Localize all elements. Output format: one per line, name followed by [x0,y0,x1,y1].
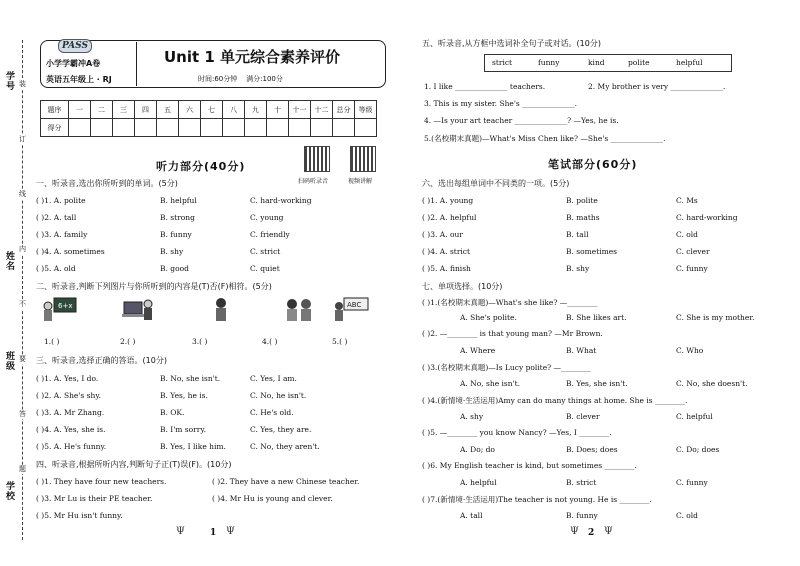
table-cell: 总分 [333,101,355,119]
mc-question: ( )1.(名校期末真题)—What's she like? —________ [422,298,598,307]
score-table [40,100,377,137]
name-label: 姓名 [6,252,16,272]
tree-ornament-icon: Ψ [604,526,613,537]
brand-logo: PASS [58,39,92,53]
option-a: ( )2. A. She's shy. [36,391,101,400]
option-b: B. sometimes [566,247,618,256]
score-cell[interactable] [333,119,355,137]
english-class-picture [332,296,370,322]
option-c: C. funny [676,264,708,273]
tf-item: ( )4. Mr Hu is young and clever. [212,494,333,503]
score-cell[interactable] [245,119,267,137]
score-cell[interactable] [201,119,223,137]
option-a: ( )1. A. polite [36,196,86,205]
option-b: B. What [566,346,597,355]
option-c: C. No, he isn't. [250,391,307,400]
option-a: A. Where [460,346,496,355]
option-c: C. young [250,213,284,222]
option-a: ( )2. A. tall [36,213,77,222]
word-bank-item: helpful [676,58,703,67]
option-c: C. Yes, I am. [250,374,297,383]
score-cell[interactable] [91,119,113,137]
cut-mark: 不 [19,300,26,308]
option-b: B. clever [566,412,600,421]
page-1 [36,0,386,566]
option-c: C. She is my mother. [676,313,755,322]
option-b: B. OK. [160,408,185,417]
tf-item: ( )1. They have four new teachers. [36,477,167,486]
option-a: A. helpful [460,478,497,487]
option-b: B. good [160,264,189,273]
school-label: 学校 [6,482,16,502]
picture-answer-1[interactable]: 1.( ) [44,337,60,346]
option-c: C. hard-working [250,196,312,205]
word-bank-item: funny [538,58,560,67]
picture-answer-4[interactable]: 4.( ) [262,337,278,346]
option-b: B. maths [566,213,600,222]
option-c: C. funny [676,478,708,487]
option-a: A. No, she isn't. [460,379,521,388]
option-c: C. hard-working [676,213,738,222]
tf-item: ( )5. Mr Hu isn't funny. [36,511,123,520]
option-c: C. clever [676,247,710,256]
tf-item: ( )3. Mr Lu is their PE teacher. [36,494,153,503]
cut-mark: 要 [19,355,26,363]
table-cell: 十二 [311,101,333,119]
table-cell: 得分 [41,119,69,137]
table-cell: 等级 [355,101,377,119]
table-cell: 八 [223,101,245,119]
score-cell[interactable] [223,119,245,137]
cut-mark: 订 [19,135,26,143]
mc-question: ( )2. —________ is that young man? —Mr Brown. [422,329,603,338]
option-a: ( )3. A. our [422,230,463,239]
score-cell[interactable] [267,119,289,137]
table-cell: 一 [69,101,91,119]
mc-question: ( )7.(新情境·生活运用)The teacher is not young. He is ________. [422,495,652,504]
fill-blank-item: 5.(名校期末真题)—What's Miss Chen like? —She's ______________. [424,134,666,143]
tf-item: ( )2. They have a new Chinese teacher. [212,477,360,486]
mc-question: ( )6. My English teacher is kind, but sometimes ________. [422,461,637,470]
time-text: 时间:60分钟 [198,75,238,83]
option-a: A. Do; do [460,445,495,454]
option-c: C. He's old. [250,408,294,417]
section-2-heading: 二、听录音,判断下列图片与你所听到的内容是(T)否(F)相符。(5分) [36,282,272,291]
qr-label: 视频讲解 [348,178,373,185]
table-cell: 四 [135,101,157,119]
option-b: B. strict [566,478,597,487]
table-cell: 七 [201,101,223,119]
table-cell: 三 [113,101,135,119]
table-cell: 题序 [41,101,69,119]
time-limit [198,74,283,84]
mc-question: ( )4.(新情境·生活运用)Amy can do many things at home. She is ________. [422,396,688,405]
option-a: ( )3. A. Mr Zhang. [36,408,105,417]
option-a: ( )5. A. He's funny. [36,442,107,451]
option-b: B. strong [160,213,195,222]
written-section-title: 笔试部分(60分) [548,158,638,171]
cut-mark: 题 [19,465,26,473]
option-b: B. tall [566,230,589,239]
picture-answer-3[interactable]: 3.( ) [192,337,208,346]
question-row [36,196,86,205]
option-c: C. quiet [250,264,280,273]
option-c: C. Who [676,346,704,355]
option-b: B. helpful [160,196,197,205]
option-a: ( )1. A. young [422,196,474,205]
table-cell: 六 [179,101,201,119]
children-picture [280,296,318,322]
option-b: B. shy [160,247,184,256]
score-table-header-row [41,101,377,119]
option-a: ( )2. A. helpful [422,213,477,222]
option-b: B. funny [566,511,598,520]
option-a: ( )5. A. finish [422,264,471,273]
fill-blank-item: 1. I like ______________ teachers. [424,82,546,91]
header-divider [136,42,137,86]
option-c: C. Ms [676,196,698,205]
fill-blank-item: 4. —Is your art teacher ______________? —Yes, he is. [424,116,619,125]
score-cell[interactable] [179,119,201,137]
section-3-heading: 三、听录音,选择正确的答语。(10分) [36,356,167,365]
pic-label: 6+x [58,302,73,310]
page-number: 2 [588,528,595,538]
mc-question: ( )5. —________ you know Nancy? —Yes, I ________. [422,428,612,437]
section-1-heading: 一、听录音,选出你所听到的单词。(5分) [36,179,178,188]
option-a: ( )4. A. strict [422,247,471,256]
binding-sidebar [0,0,30,566]
fill-blank-item: 3. This is my sister. She's ______________. [424,99,578,108]
cut-mark: 装 [19,80,26,88]
option-c: C. old [676,511,698,520]
option-c: C. No, they aren't. [250,442,320,451]
option-c: C. helpful [676,412,713,421]
boy-picture [202,296,240,322]
score-cell[interactable] [289,119,311,137]
grade-label: 英语五年级上 · RJ [46,75,112,84]
mc-question: ( )3.(名校期末真题)—Is Lucy polite? —________ [422,363,592,372]
option-a: A. She's polite. [460,313,517,322]
student-id-label: 学号 [6,72,16,92]
score-cell[interactable] [69,119,91,137]
score-table-score-row [41,119,377,137]
full-score-text: 满分:100分 [246,75,283,83]
score-cell[interactable] [355,119,377,137]
score-cell[interactable] [113,119,135,137]
table-cell: 九 [245,101,267,119]
tree-ornament-icon: Ψ [226,526,235,537]
series-name: 小学学霸冲A卷 [46,59,101,68]
option-c: C. Do; does [676,445,720,454]
math-picture [40,296,78,322]
cut-mark: 答 [19,410,26,418]
qr-label: 扫码听录音 [298,178,329,185]
option-b: B. Yes, she isn't. [566,379,628,388]
tree-ornament-icon: Ψ [570,526,579,537]
score-cell[interactable] [311,119,333,137]
option-b: B. polite [566,196,598,205]
word-bank-item: strict [492,58,513,67]
option-a: ( )5. A. old [36,264,76,273]
word-bank-item: kind [588,58,605,67]
picture-answer-2[interactable]: 2.( ) [120,337,136,346]
option-a: A. tall [460,511,483,520]
section-6-heading: 六、选出每组单词中不同类的一项。(5分) [422,179,570,188]
word-bank-item: polite [628,58,650,67]
computer-picture [118,296,156,322]
qr-code-icon[interactable] [304,146,330,172]
option-b: B. funny [160,230,192,239]
option-b: B. I'm sorry. [160,425,206,434]
table-cell: 十一 [289,101,311,119]
option-a: ( )4. A. Yes, she is. [36,425,106,434]
option-a: ( )3. A. family [36,230,88,239]
table-cell: 二 [91,101,113,119]
picture-answer-5[interactable]: 5.( ) [332,337,348,346]
option-b: B. No, she isn't. [160,374,221,383]
page-number: 1 [210,528,217,538]
option-c: C. friendly [250,230,290,239]
section-7-heading: 七、单项选择。(10分) [422,282,503,291]
tree-ornament-icon: Ψ [176,526,185,537]
option-b: B. Does; does [566,445,618,454]
class-label: 班级 [6,352,16,372]
option-c: C. strict [250,247,281,256]
fill-blank-item: 2. My brother is very ______________. [588,82,726,91]
option-a: A. shy [460,412,484,421]
table-cell: 五 [157,101,179,119]
score-cell[interactable] [157,119,179,137]
option-b: B. She likes art. [566,313,627,322]
page-title: Unit 1 单元综合素养评价 [164,48,341,66]
cut-mark: 线 [19,190,26,198]
listening-section-title: 听力部分(40分) [156,160,246,173]
section-5-heading: 五、听录音,从方框中选词补全句子或对话。(10分) [422,39,601,48]
pic-label: ABC [347,301,362,309]
option-b: B. shy [566,264,590,273]
page-2 [420,0,795,566]
score-cell[interactable] [135,119,157,137]
option-c: C. old [676,230,698,239]
table-cell: 十 [267,101,289,119]
option-c: C. No, she doesn't. [676,379,748,388]
option-a: ( )4. A. sometimes [36,247,105,256]
qr-code-icon[interactable] [350,146,376,172]
section-4-heading: 四、听录音,根据所听内容,判断句子正(T)误(F)。(10分) [36,460,232,469]
cut-mark: 内 [19,245,26,253]
option-b: B. Yes, I like him. [160,442,226,451]
option-c: C. Yes, they are. [250,425,312,434]
option-a: ( )1. A. Yes, I do. [36,374,99,383]
option-b: B. Yes, he is. [160,391,208,400]
